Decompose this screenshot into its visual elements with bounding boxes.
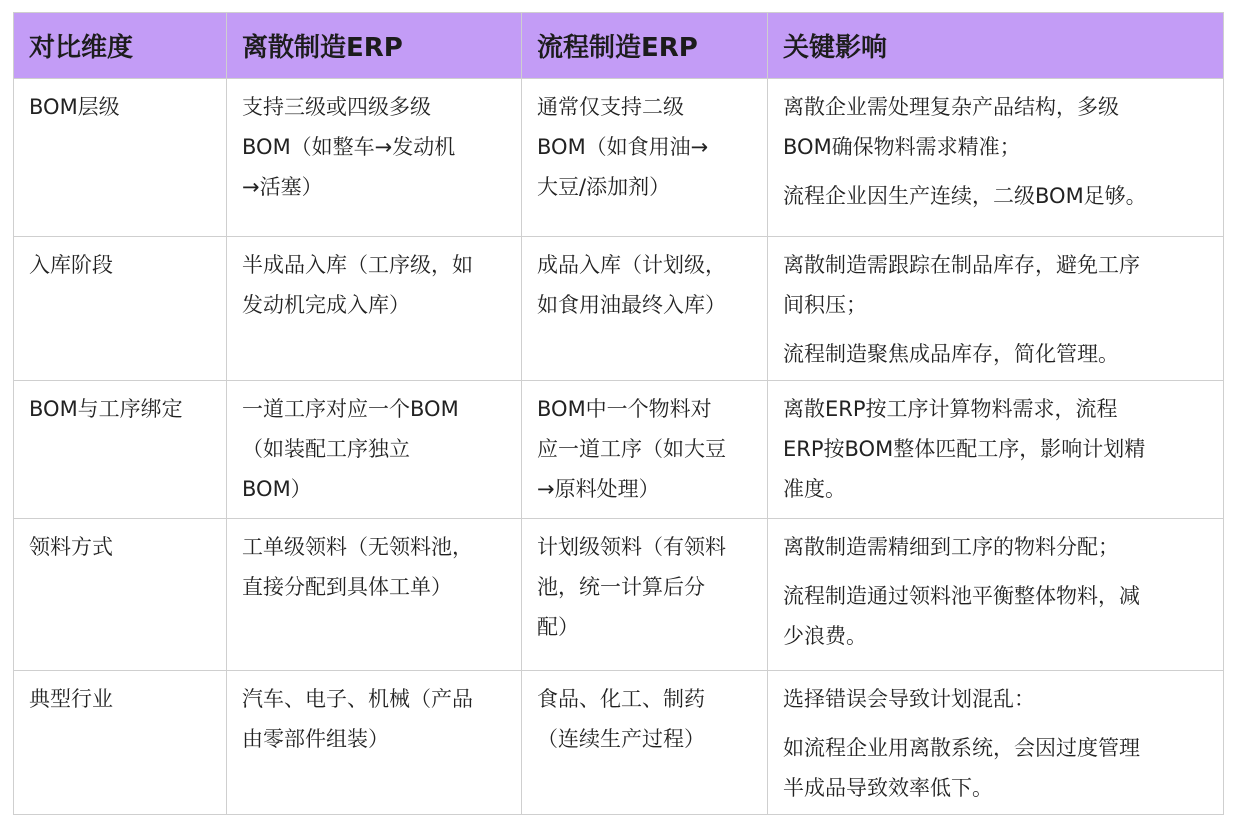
cell-text: 入库阶段 bbox=[29, 253, 113, 277]
cell-text: 选择错误会导致计划混乱： bbox=[783, 687, 1035, 711]
cell-text: 支持三级或四级多级 bbox=[242, 95, 431, 119]
cell-text: 如流程企业用离散系统，会因过度管理 bbox=[783, 736, 1140, 760]
cell-text: 工单级领料（无领料池， bbox=[242, 535, 473, 559]
cell-dimension bbox=[14, 237, 227, 381]
table-body bbox=[14, 79, 1224, 815]
cell-text: BOM确保物料需求精准； bbox=[783, 135, 1021, 159]
cell-text: 流程制造聚焦成品库存，简化管理。 bbox=[783, 342, 1119, 366]
cell-text: 离散ERP按工序计算物料需求，流程 bbox=[783, 397, 1118, 421]
cell-process bbox=[522, 237, 768, 381]
cell-text: 半成品入库（工序级，如 bbox=[242, 253, 473, 277]
impact-paragraph bbox=[783, 334, 1211, 374]
cell-text: 发动机完成入库） bbox=[242, 293, 410, 317]
cell-text: 池，统一计算后分 bbox=[537, 575, 705, 599]
impact-paragraph bbox=[783, 527, 1211, 567]
cell-text: （连续生产过程） bbox=[537, 727, 705, 751]
cell-dimension bbox=[14, 671, 227, 815]
cell-text: 直接分配到具体工单） bbox=[242, 575, 452, 599]
cell-dimension bbox=[14, 381, 227, 519]
table-row bbox=[14, 519, 1224, 671]
impact-paragraph bbox=[783, 245, 1211, 325]
cell-text: 离散企业需处理复杂产品结构，多级 bbox=[783, 95, 1119, 119]
cell-impact bbox=[768, 237, 1224, 381]
cell-text: 离散制造需精细到工序的物料分配； bbox=[783, 535, 1119, 559]
cell-text: BOM） bbox=[242, 477, 312, 501]
header-row bbox=[14, 13, 1224, 79]
cell-discrete bbox=[227, 381, 522, 519]
cell-text: 间积压； bbox=[783, 293, 867, 317]
cell-process bbox=[522, 79, 768, 237]
cell-text: 由零部件组装） bbox=[242, 727, 389, 751]
cell-text: （如装配工序独立 bbox=[242, 437, 410, 461]
table-row bbox=[14, 237, 1224, 381]
cell-dimension bbox=[14, 79, 227, 237]
cell-impact bbox=[768, 79, 1224, 237]
cell-discrete bbox=[227, 79, 522, 237]
cell-text: 离散制造需跟踪在制品库存，避免工序 bbox=[783, 253, 1140, 277]
cell-discrete bbox=[227, 237, 522, 381]
header-discrete-erp: 离散制造ERP bbox=[227, 13, 522, 79]
impact-paragraph bbox=[783, 728, 1211, 808]
header-process-erp: 流程制造ERP bbox=[522, 13, 768, 79]
table-row bbox=[14, 671, 1224, 815]
cell-text: 大豆/添加剂） bbox=[537, 175, 671, 199]
cell-discrete bbox=[227, 671, 522, 815]
cell-text: BOM（如整车→发动机 bbox=[242, 135, 456, 159]
cell-discrete bbox=[227, 519, 522, 671]
cell-text: 流程企业因生产连续，二级BOM足够。 bbox=[783, 184, 1147, 208]
cell-text: 应一道工序（如大豆 bbox=[537, 437, 726, 461]
table-row bbox=[14, 79, 1224, 237]
cell-text: 少浪费。 bbox=[783, 624, 867, 648]
impact-paragraph bbox=[783, 176, 1211, 216]
cell-text: 流程制造通过领料池平衡整体物料，减 bbox=[783, 584, 1140, 608]
cell-impact bbox=[768, 671, 1224, 815]
impact-paragraph bbox=[783, 576, 1211, 656]
cell-impact bbox=[768, 519, 1224, 671]
cell-text: 成品入库（计划级， bbox=[537, 253, 726, 277]
cell-text: 汽车、电子、机械（产品 bbox=[242, 687, 473, 711]
impact-paragraph bbox=[783, 389, 1211, 509]
cell-text: 通常仅支持二级 bbox=[537, 95, 684, 119]
cell-text: ERP按BOM整体匹配工序，影响计划精 bbox=[783, 437, 1146, 461]
cell-text: →原料处理） bbox=[537, 477, 660, 501]
cell-text: BOM中一个物料对 bbox=[537, 397, 712, 421]
table-header bbox=[14, 13, 1224, 79]
cell-text: 半成品导致效率低下。 bbox=[783, 776, 993, 800]
cell-text: 如食用油最终入库） bbox=[537, 293, 726, 317]
cell-process bbox=[522, 381, 768, 519]
cell-text: BOM层级 bbox=[29, 95, 120, 119]
cell-text: BOM与工序绑定 bbox=[29, 397, 183, 421]
cell-text: 准度。 bbox=[783, 477, 846, 501]
impact-paragraph bbox=[783, 679, 1211, 719]
cell-process bbox=[522, 671, 768, 815]
cell-dimension bbox=[14, 519, 227, 671]
cell-text: 典型行业 bbox=[29, 687, 113, 711]
header-key-impact: 关键影响 bbox=[768, 13, 1224, 79]
cell-text: 计划级领料（有领料 bbox=[537, 535, 726, 559]
cell-text: BOM（如食用油→ bbox=[537, 135, 709, 159]
cell-text: 配） bbox=[537, 615, 579, 639]
cell-text: 食品、化工、制药 bbox=[537, 687, 705, 711]
cell-text: 一道工序对应一个BOM bbox=[242, 397, 459, 421]
cell-text: →活塞） bbox=[242, 175, 323, 199]
cell-process bbox=[522, 519, 768, 671]
header-dimension: 对比维度 bbox=[14, 13, 227, 79]
cell-impact bbox=[768, 381, 1224, 519]
comparison-table bbox=[13, 12, 1224, 815]
table-row bbox=[14, 381, 1224, 519]
cell-text: 领料方式 bbox=[29, 535, 113, 559]
impact-paragraph bbox=[783, 87, 1211, 167]
